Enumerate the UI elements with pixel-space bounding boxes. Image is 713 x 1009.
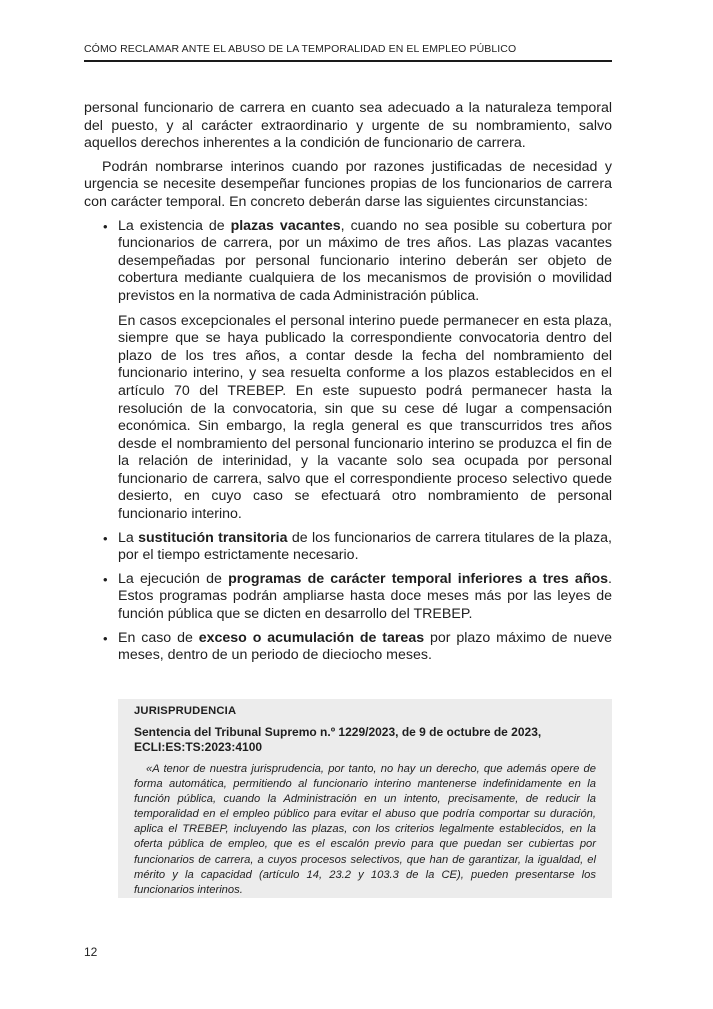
- list-item: [118, 630, 612, 665]
- list-item: [118, 218, 612, 524]
- bullet-text: . Estos programas podrán ampliarse hasta doce meses más por las leyes de función pública que se dicten en desarrollo del TREBEP.: [118, 570, 612, 623]
- main-text: [84, 100, 612, 671]
- running-header: CÓMO RECLAMAR ANTE EL ABUSO DE LA TEMPORALIDAD EN EL EMPLEO PÚBLICO: [84, 43, 612, 62]
- bullet-text: En caso de: [118, 629, 199, 646]
- bullet-text: La existencia de: [118, 217, 231, 234]
- bullet-bold-term: sustitución transitoria: [138, 529, 288, 546]
- circumstances-list: [84, 218, 612, 665]
- bullet-bold-term: exceso o acumulación de tareas: [198, 629, 425, 646]
- circumstances-paragraph: Podrán nombrarse interinos cuando por razones justificadas de necesidad y urgencia se necesite desempeñar funciones propias de los funcionarios de carrera con carácter temporal. En concreto deberán darse las siguientes circunstancias:: [84, 158, 612, 210]
- list-item: [118, 571, 612, 624]
- intro-paragraph: personal funcionario de carrera en cuanto sea adecuado a la naturaleza temporal del puesto, y al carácter extraordinario y urgente de su nombramiento, salvo aquellos derechos inherentes a la condición de funcionario de carrera.: [84, 100, 612, 152]
- bullet-text: por plazo máximo de nueve meses, dentro de un periodo de dieciocho meses.: [118, 629, 612, 664]
- bullet-bold-term: programas de carácter temporal inferiores a tres años: [228, 570, 609, 587]
- case-title: Sentencia del Tribunal Supremo n.º 1229/2023, de 9 de octubre de 2023, ECLI:ES:TS:2023:4100: [134, 725, 542, 754]
- bullet-text: La ejecución de: [118, 570, 229, 587]
- jurisprudence-heading: JURISPRUDENCIA: [134, 705, 237, 717]
- bullet-bold-term: plazas vacantes: [230, 217, 341, 234]
- jurisprudence-box: [118, 699, 612, 898]
- bullet-extra-paragraph: En casos excepcionales el personal interino puede permanecer en esta plaza, siempre que se haya publicado la correspondiente convocatoria dentro del plazo de los tres años, a contar desde la fecha del nombramiento del funcionario interino, y sea resuelta conforme a los plazos establecidos en el artículo 70 del TREBEP. En este supuesto podrá permanecer hasta la resolución de la convocatoria, sin que su cese dé lugar a compensación económica. Sin embargo, la regla general es que transcurridos tres años desde el nombramiento del personal funcionario interino se produzca el fin de la relación de interinidad, y la vacante solo sea ocupada por personal funcionario de carrera, salvo que el correspondiente proceso selectivo quede desierto, en cuyo caso se efectuará otro nombramiento de personal funcionario interino.: [118, 312, 612, 523]
- list-item: [118, 530, 612, 565]
- bullet-text: , cuando no sea posible su cobertura por funcionarios de carrera, por un máximo de tres años. Las plazas vacantes desempeñadas por personal funcionario interino deberán ser objeto de cobertura mediante cualquiera de los mecanismos de provisión o movilidad previstos en la normativa de cada Administración pública.: [118, 217, 612, 304]
- page-number: 12: [84, 945, 98, 959]
- case-quote: «A tenor de nuestra jurisprudencia, por tanto, no hay un derecho, que además opere de forma automática, permitiendo al funcionario interino mantenerse indefinidamente en la función pública, cuando la Administración en un intento, precisamente, de reducir la temporalidad en el empleo público para evitar el abuso que podría comportar su duración, aplica el TREBEP, incluyendo las plazas, con los criterios legalmente establecidos, en la oferta pública de empleo, que es el escalón previo para que puedan ser cubiertas por funcionarios de carrera, a cuyos procesos selectivos, que han de garantizar, la igualdad, el mérito y la capacidad (artículo 14, 23.2 y 103.3 de la CE), pueden presentarse los funcionarios interinos.: [134, 763, 596, 896]
- bullet-text: de los funcionarios de carrera titulares de la plaza, por el tiempo estrictamente necesario.: [118, 529, 612, 564]
- bullet-text: La: [118, 529, 139, 546]
